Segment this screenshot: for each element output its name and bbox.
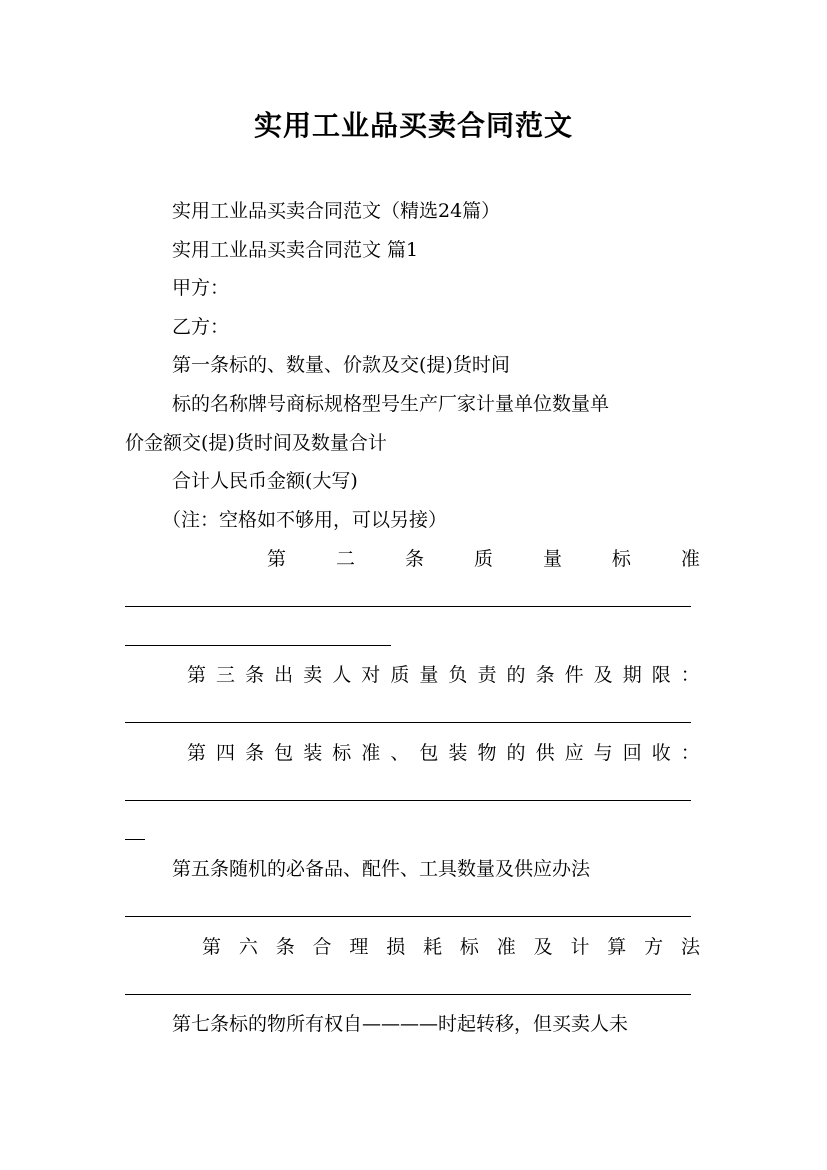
clause-char: 条 bbox=[404, 548, 424, 570]
clause-char: 期 bbox=[622, 664, 642, 686]
note-text: （注：空格如不够用，可以另接） bbox=[162, 509, 448, 531]
document-subtitle: 实用工业品买卖合同范文（精选24篇） bbox=[172, 200, 501, 222]
clause-char: 耗 bbox=[423, 936, 443, 958]
clause-char: 的 bbox=[506, 742, 526, 764]
clause-char: 计 bbox=[570, 936, 590, 958]
clause-char: 出 bbox=[274, 664, 294, 686]
clause-char: 标 bbox=[459, 936, 479, 958]
clause-4-title bbox=[187, 742, 700, 764]
clause-char: 限 bbox=[651, 664, 671, 686]
clause-char: 装 bbox=[303, 742, 323, 764]
clause-char: 包 bbox=[419, 742, 439, 764]
fill-line bbox=[125, 800, 691, 801]
clause-char: 、 bbox=[390, 742, 410, 764]
clause-char: 与 bbox=[593, 742, 613, 764]
clause-char: 法 bbox=[680, 936, 700, 958]
clause-char: 合 bbox=[312, 936, 332, 958]
clause-char: 应 bbox=[564, 742, 584, 764]
clause-5-title: 第五条随机的必备品、配件、工具数量及供应办法 bbox=[172, 858, 591, 880]
clause-char: 及 bbox=[533, 936, 553, 958]
clause-char: 第 bbox=[187, 664, 207, 686]
clause-char: 理 bbox=[349, 936, 369, 958]
clause-char: 责 bbox=[477, 664, 497, 686]
clause-char: 第 bbox=[267, 548, 287, 570]
section-heading: 实用工业品买卖合同范文 篇1 bbox=[172, 239, 419, 261]
clause-char: ： bbox=[680, 664, 700, 686]
fill-line bbox=[125, 606, 691, 607]
clause-char: 量 bbox=[419, 664, 439, 686]
clause-char: 第 bbox=[202, 936, 222, 958]
clause-char: 质 bbox=[473, 548, 493, 570]
clause-char: 包 bbox=[274, 742, 294, 764]
clause-char: 第 bbox=[187, 742, 207, 764]
clause-char: 损 bbox=[386, 936, 406, 958]
clause-char: 标 bbox=[611, 548, 631, 570]
clause-char: 标 bbox=[332, 742, 352, 764]
table-header-line-1: 标的名称牌号商标规格型号生产厂家计量单位数量单 bbox=[172, 393, 610, 415]
clause-char: 供 bbox=[535, 742, 555, 764]
fill-line bbox=[125, 722, 691, 723]
clause-char: 量 bbox=[542, 548, 562, 570]
clause-char: 条 bbox=[245, 742, 265, 764]
clause-7-text: 第七条标的物所有权自————时起转移，但买卖人未 bbox=[172, 1013, 629, 1035]
fill-line bbox=[125, 994, 691, 995]
clause-char: 件 bbox=[564, 664, 584, 686]
clause-char: 准 bbox=[496, 936, 516, 958]
clause-char: 方 bbox=[644, 936, 664, 958]
party-a-label: 甲方： bbox=[172, 277, 230, 299]
clause-1-title: 第一条标的、数量、价款及交(提)货时间 bbox=[172, 354, 510, 376]
fill-line bbox=[125, 645, 391, 646]
fill-line bbox=[125, 839, 145, 840]
clause-char: 对 bbox=[361, 664, 381, 686]
document-title: 实用工业品买卖合同范文 bbox=[253, 109, 573, 142]
total-amount-label: 合计人民币金额(大写) bbox=[172, 470, 358, 492]
clause-3-title bbox=[187, 664, 700, 686]
clause-char: 的 bbox=[506, 664, 526, 686]
clause-char: ： bbox=[680, 742, 700, 764]
clause-2-title bbox=[267, 548, 700, 570]
clause-char: 及 bbox=[593, 664, 613, 686]
clause-char: 收 bbox=[651, 742, 671, 764]
clause-6-title bbox=[202, 936, 700, 958]
clause-char: 装 bbox=[448, 742, 468, 764]
clause-char: 质 bbox=[390, 664, 410, 686]
fill-line bbox=[125, 916, 691, 917]
clause-char: 负 bbox=[448, 664, 468, 686]
clause-char: 四 bbox=[216, 742, 236, 764]
clause-char: 准 bbox=[680, 548, 700, 570]
clause-char: 准 bbox=[361, 742, 381, 764]
clause-char: 回 bbox=[622, 742, 642, 764]
clause-char: 条 bbox=[535, 664, 555, 686]
clause-char: 二 bbox=[335, 548, 355, 570]
clause-char: 条 bbox=[245, 664, 265, 686]
clause-char: 人 bbox=[332, 664, 352, 686]
clause-char: 六 bbox=[238, 936, 258, 958]
table-header-line-2: 价金额交(提)货时间及数量合计 bbox=[125, 432, 387, 454]
clause-char: 算 bbox=[607, 936, 627, 958]
party-b-label: 乙方： bbox=[172, 316, 230, 338]
clause-char: 卖 bbox=[303, 664, 323, 686]
clause-char: 条 bbox=[275, 936, 295, 958]
clause-char: 三 bbox=[216, 664, 236, 686]
clause-char: 物 bbox=[477, 742, 497, 764]
